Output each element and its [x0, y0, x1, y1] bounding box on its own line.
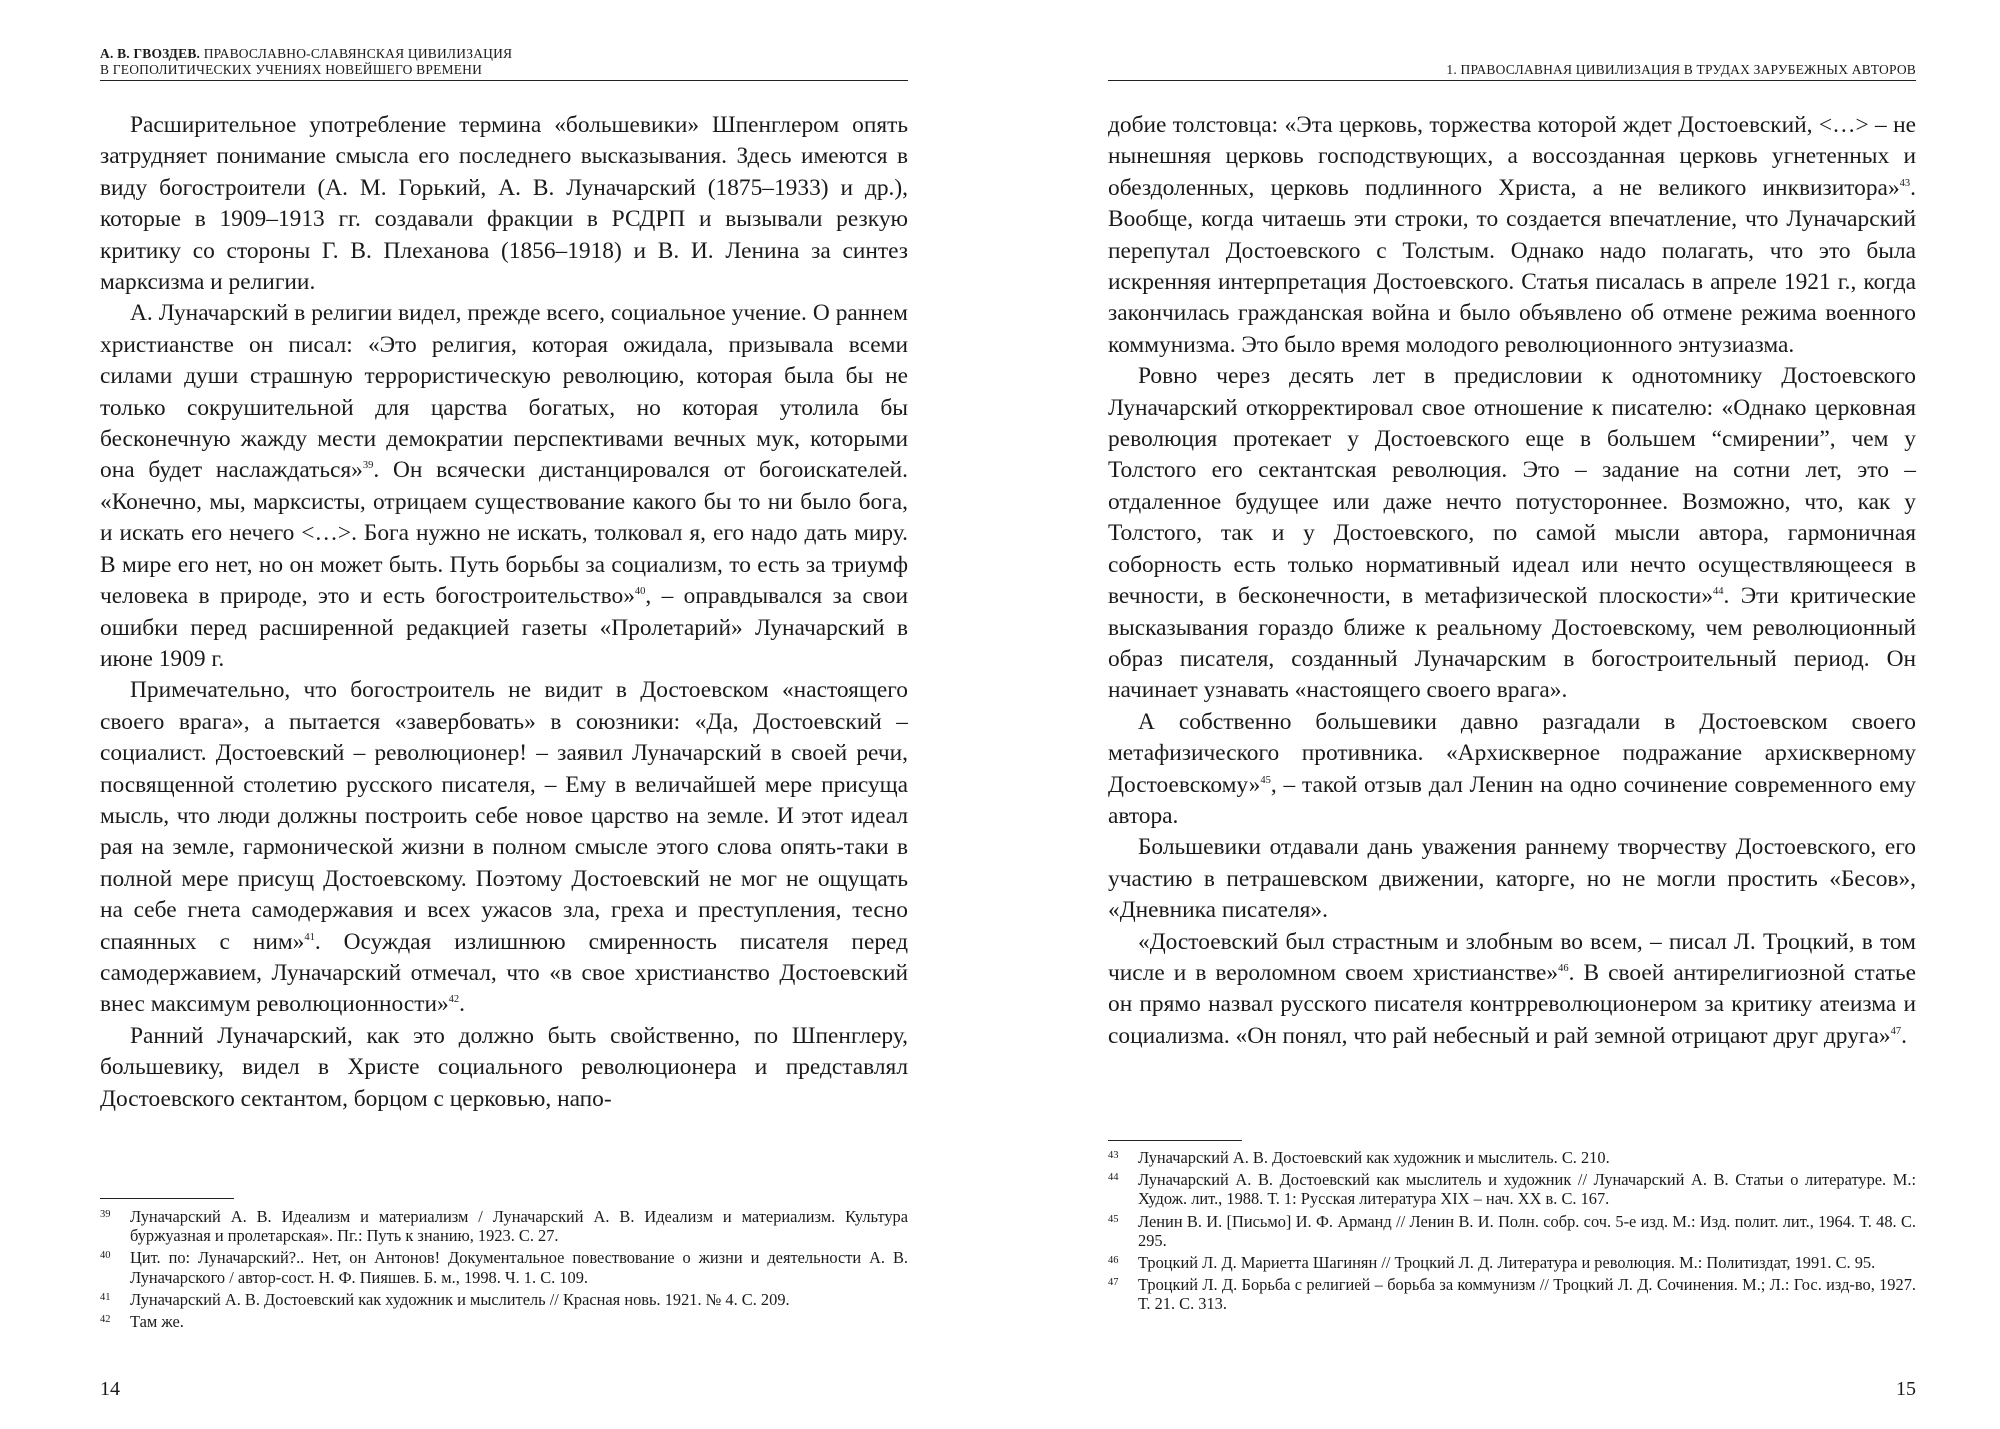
footnote-ref: 42 — [448, 994, 460, 1006]
paragraph: Расширительное употребление термина «большевики» Шпенглером опять затрудняет понимание смысла его последнего высказывания. Здесь имеются в виду богостроители (А. М. Горький, А. В. Луначарский (1875–1933) и др.), которые в 1909–1913 гг. создавали фракции в РСДРП и вызывали резкую критику со стороны Г. В. Плеханова (1856–1918) и В. И. Ленина за синтез марксизма и религии. — [100, 112, 908, 296]
paragraph: Ровно через десять лет в предисловии к однотомнику Достоевского Луначарский откорректировал свое отношение к писателю: «Однако церковная революция протекает у Достоевского еще в большем “смирении”, чем у Толстого его сектантская революция. Это – задание на сотни лет, это – отдаленное будущее или даже нечто потустороннее. Возможно, что, как у Толстого, так и у Достоевского, по самой мысли автора, гармоничная соборность есть только нормативный идеал или нечто осуществляющееся в вечности, в бесконечности, в метафизической плоскости»$^{44}$. Эти критические высказывания гораздо ближе к реальному Достоевскому, чем революционный образ писателя, созданный Луначарским в богостроительный период. Он начинает узнавать «настоящего своего врага». — [1108, 363, 1916, 704]
paragraph: А собственно большевики давно разгадали в Достоевском своего метафизического противника. «Архискверное подражание архискверному Достоевскому»$^{45}$, – такой отзыв дал Ленин на одно сочинение современного ему автора. — [1108, 708, 1916, 829]
right-page — [1108, 0, 1916, 1429]
header-title: 1. ПРАВОСЛАВНАЯ ЦИВИЛИЗАЦИЯ В ТРУДАХ ЗАРУБЕЖНЫХ АВТОРОВ — [1446, 62, 1916, 77]
page-number: 15 — [1896, 1378, 1916, 1400]
paragraph: добие толстовца: «Эта церковь, торжества которой ждет Достоевский, <…> – не нынешняя церковь господствующих, а воссозданная церковь угнетенных и обездоленных, церковь подлинного Христа, а не великого инквизитора»$^{43}$. Вообще, когда читаешь эти строки, то создается впечатление, что Луначарский перепутал Достоевского с Толстым. Однако надо полагать, что это была искренняя интерпретация Достоевского. Статья писалась в апреле 1921 г., когда закончилась гражданская война и было объявлено об отмене режима военного коммунизма. Это было время молодого революционного энтузиазма. — [1108, 112, 1916, 358]
paragraph: Ранний Луначарский, как это должно быть свойственно, по Шпенглеру, большевику, видел в Христе социального революционера и представлял Достоевского сектантом, борцом с церковью, напо- — [100, 1022, 908, 1112]
footnote: 45 Ленин В. И. [Письмо] И. Ф. Арманд // Ленин В. И. Полн. собр. соч. 5-е изд. М.: Изд. полит. лит., 1964. Т. 48. С. 295. — [1108, 1211, 1916, 1250]
footnote: 40 Цит. по: Луначарский?.. Нет, он Антонов! Документальное повествование о жизни и деятельности А. В. Луначарского / автор-сост. Н. Ф. Пияшев. Б. м., 1998. Ч. 1. С. 109. — [100, 1248, 908, 1287]
footnote: 43 Луначарский А. В. Достоевский как художник и мыслитель. С. 210. — [1108, 1148, 1610, 1167]
running-header-right — [1108, 46, 1916, 80]
footnote: 39 Луначарский А. В. Идеализм и материализм / Луначарский А. В. Идеализм и материализм. Культура буржуазная и пролетарская». Пг.: Путь к знанию, 1923. С. 27. — [100, 1207, 908, 1246]
footnote: 44 Луначарский А. В. Достоевский как мыслитель и художник // Луначарский А. В. Статьи о литературе. М.: Худож. лит., 1988. Т. 1: Русская литература XIX – нач. XX в. С. 167. — [1108, 1170, 1916, 1209]
paragraph: «Достоевский был страстным и злобным во всем, – писал Л. Троцкий, в том числе и в вероломном своем христианстве»$^{46}$. В своей антирелигиозной статье он прямо назвал русского писателя контрреволюционером за критику атеизма и социализма. «Он понял, что рай небесный и рай земной отрицают друг друга»$^{47}$. — [1108, 928, 1916, 1049]
header-rule — [1108, 80, 1916, 81]
footnote: 42 Там же. — [100, 1312, 184, 1332]
left-body-text — [100, 110, 908, 1115]
left-page — [100, 0, 908, 1429]
header-rule — [100, 80, 908, 81]
footnote-ref: 46 — [1558, 963, 1569, 975]
footnote-rule — [100, 1198, 234, 1199]
footnote-ref: 41 — [304, 931, 315, 943]
footnote-ref: 47 — [1890, 1025, 1902, 1037]
paragraph: А. Луначарский в религии видел, прежде всего, социальное учение. О раннем христианстве он писал: «Это религия, которая ожидала, призывала всеми силами души страшную террористическую революцию, которая была бы не только сокрушительной для царства богатых, но которая утолила бы бесконечную жажду мести демократии перспективами вечных мук, которыми она будет наслаждаться»$^{39}$. Он всячески дистанцировался от богоискателей. «Конечно, мы, марксисты, отрицаем существование какого бы то ни было бога, и искать его нечего <…>. Бога нужно не искать, толковал я, его надо дать миру. В мире его нет, но он может быть. Путь борьбы за социализм, то есть за триумф человека в природе, это и есть богостроительство»$^{40}$, – оправдывался за свои ошибки перед расширенной редакцией газеты «Пролетарий» Луначарский в июне 1909 г. — [100, 300, 909, 672]
header-author: А. В. ГВОЗДЕВ. — [100, 46, 201, 61]
footnotes-right — [1108, 1148, 1916, 1317]
paragraph: Примечательно, что богостроитель не видит в Достоевском «настоящего своего врага», а пытается «завербовать» в союзники: «Да, Достоевский – социалист. Достоевский – революционер! – заявил Луначарский в своей речи, посвященной столетию русского писателя, – Ему в величайшей мере присуща мысль, что люди должны построить себе новое царство на земле. И этот идеал рая на земле, гармонической жизни в полном смысле этого слова опять-таки в полной мере присущ Достоевскому. Поэтому Достоевский не мог не ощущать на себе гнета самодержавия и всех ужасов зла, греха и преступления, тесно спаянных с ним»$^{41}$. Осуждая излишнюю смиренность писателя перед самодержавием, Луначарский отмечал, что «в свое христианство Достоевский внес максимум революционности»$^{42}$. — [100, 677, 908, 1018]
paragraph: Большевики отдавали дань уважения раннему творчеству Достоевского, его участию в петрашевском движении, каторге, но не могли простить «Бесов», «Дневника писателя». — [1108, 834, 1916, 924]
footnote-rule — [1108, 1140, 1242, 1141]
header-title-line1: ПРАВОСЛАВНО-СЛАВЯНСКАЯ ЦИВИЛИЗАЦИЯ — [203, 46, 513, 61]
header-title-line2: В ГЕОПОЛИТИЧЕСКИХ УЧЕНИЯХ НОВЕЙШЕГО ВРЕМЕНИ — [100, 62, 483, 77]
footnote-ref: 40 — [634, 586, 646, 598]
footnote-ref: 45 — [1260, 774, 1271, 786]
footnote-ref: 43 — [1899, 178, 1911, 190]
footnote-ref: 39 — [362, 460, 374, 472]
footnote-ref: 44 — [1713, 586, 1724, 598]
footnote: 41 Луначарский А. В. Достоевский как художник и мыслитель // Красная новь. 1921. № 4. С. 209. — [100, 1289, 790, 1309]
footnote: 46 Троцкий Л. Д. Мариетта Шагинян // Троцкий Л. Д. Литература и революция. М.: Политиздат, 1991. С. 95. — [1108, 1253, 1876, 1273]
running-header-left — [100, 46, 908, 80]
footnotes-left — [100, 1207, 908, 1334]
right-body-text — [1108, 110, 1916, 1052]
footnote: 47 Троцкий Л. Д. Борьба с религией – борьба за коммунизм // Троцкий Л. Д. Сочинения. М.; Л.: Гос. изд-во, 1927. Т. 21. С. 313. — [1108, 1275, 1916, 1314]
page-number: 14 — [100, 1378, 120, 1400]
